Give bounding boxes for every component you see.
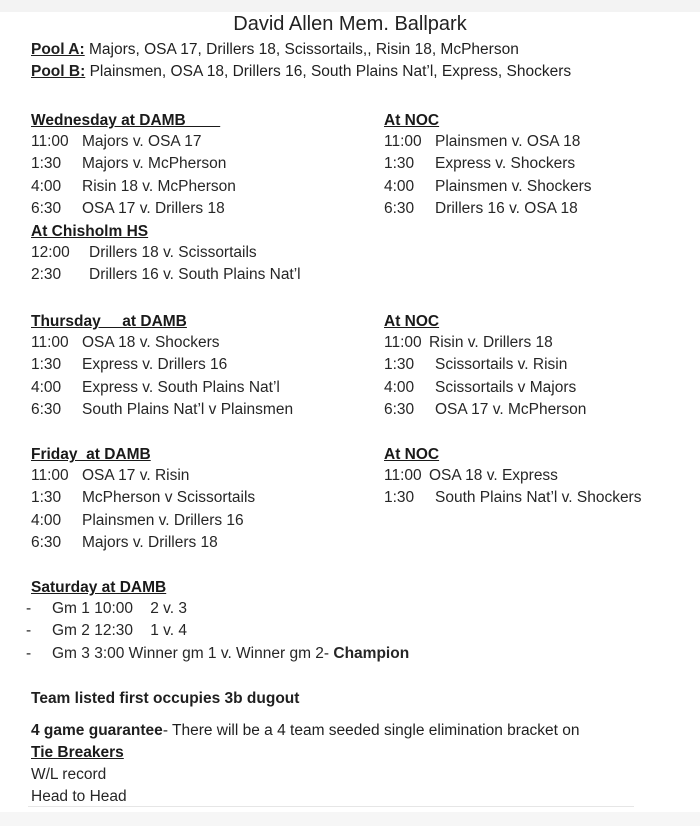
game-time: 11:00	[384, 334, 422, 351]
game-time: 6:30	[31, 400, 62, 418]
game-matchup: Plainsmen v. Drillers 16	[82, 511, 244, 529]
saturday-header: Saturday at DAMB	[31, 579, 167, 596]
game-time: 11:00	[31, 467, 69, 484]
game-time: 1:30	[31, 489, 62, 507]
pool-b-line	[31, 62, 571, 82]
game-time: 4:00	[384, 378, 415, 396]
game-row	[31, 332, 293, 354]
top-band	[0, 0, 700, 12]
wednesday-noc-header: At NOC	[384, 112, 440, 129]
wednesday-noc-games	[384, 131, 592, 220]
saturday-game-text	[28, 598, 187, 620]
game-matchup: Plainsmen v. OSA 18	[435, 133, 581, 150]
game-matchup: Majors v. McPherson	[82, 155, 227, 173]
page-title: David Allen Mem. Ballpark	[233, 13, 467, 35]
game-time: 4:00	[31, 177, 62, 195]
game-matchup: OSA 17 v. Risin	[82, 467, 190, 484]
pool-a-label: Pool A:	[31, 41, 85, 58]
game-matchup: Scissortails v Majors	[435, 378, 577, 396]
guarantee-text: - There will be a 4 team seeded single elimination bracket on	[162, 722, 580, 739]
game-matchup: OSA 18 v. Express	[429, 467, 558, 484]
game-time: 11:00	[384, 467, 422, 484]
friday-noc-header: At NOC	[384, 446, 440, 463]
game-time: 1:30	[384, 155, 415, 173]
game-row	[384, 153, 592, 175]
saturday-game-label: Gm 3 3:00 Winner gm 1 v. Winner gm 2-	[52, 644, 334, 662]
game-row	[31, 377, 293, 399]
dash-bullet	[0, 598, 28, 620]
game-matchup: Risin 18 v. McPherson	[82, 177, 236, 195]
saturday-game	[0, 643, 409, 665]
saturday-game-label: Gm 2 12:30 1 v. 4	[52, 622, 187, 640]
wednesday-chisholm-header: At Chisholm HS	[31, 223, 149, 240]
game-row	[31, 399, 293, 421]
friday-noc-games	[384, 465, 641, 510]
thursday-noc-games	[384, 332, 586, 421]
wednesday-damb-header: Wednesday at DAMB	[31, 112, 221, 129]
wednesday-chisholm-games	[31, 242, 301, 287]
game-matchup: South Plains Nat’l v. Shockers	[435, 489, 642, 507]
game-row	[31, 354, 293, 376]
game-row	[384, 332, 586, 354]
game-time: 4:00	[31, 511, 62, 529]
game-matchup: OSA 18 v. Shockers	[82, 334, 220, 351]
game-row	[31, 153, 236, 175]
dash-bullet	[0, 643, 28, 665]
guarantee-bold: 4 game guarantee	[31, 722, 163, 739]
tie-breakers-header: Tie Breakers	[31, 744, 124, 761]
game-row	[384, 198, 592, 220]
game-row	[384, 399, 586, 421]
game-matchup: Express v. Drillers 16	[82, 356, 228, 374]
bottom-band	[0, 812, 700, 826]
game-time: 12:00	[31, 244, 70, 261]
pool-b-label: Pool B:	[31, 63, 86, 80]
game-time: 4:00	[31, 378, 62, 396]
game-row	[384, 131, 592, 153]
tie-breaker-item: Head to Head	[31, 788, 127, 805]
game-time: 1:30	[384, 356, 415, 374]
game-row	[31, 510, 255, 532]
game-row	[384, 176, 592, 198]
champion-label: Champion	[333, 644, 410, 662]
game-time: 6:30	[384, 199, 415, 217]
game-row	[384, 354, 586, 376]
dash-bullet	[0, 620, 28, 642]
game-row	[384, 377, 586, 399]
dugout-note	[31, 689, 299, 709]
game-matchup: Drillers 16 v. OSA 18	[435, 199, 578, 217]
saturday-game	[0, 598, 409, 620]
game-matchup: Drillers 16 v. South Plains Nat’l	[89, 266, 301, 284]
friday-damb-games	[31, 465, 255, 554]
pool-b-teams: Plainsmen, OSA 18, Drillers 16, South Plains Nat’l, Express, Shockers	[89, 63, 572, 80]
game-matchup: Plainsmen v. Shockers	[435, 177, 592, 195]
wednesday-chisholm-block	[31, 222, 301, 287]
game-time: 11:00	[31, 133, 69, 150]
thursday-damb-header: Thursday at DAMB	[31, 313, 187, 330]
game-matchup: Majors v. Drillers 18	[82, 533, 218, 551]
thursday-noc-header: At NOC	[384, 313, 440, 330]
thursday-damb-block	[31, 312, 293, 421]
game-time: 4:00	[384, 177, 415, 195]
game-time: 6:30	[31, 533, 62, 551]
game-row	[31, 264, 301, 286]
tie-breaker-item: W/L record	[31, 766, 107, 783]
pool-a-teams: Majors, OSA 17, Drillers 18, Scissortails,, Risin 18, McPherson	[88, 41, 519, 58]
bottom-divider	[28, 806, 634, 807]
game-time: 1:30	[31, 155, 62, 173]
saturday-block	[31, 578, 409, 665]
game-row	[31, 131, 236, 153]
game-row	[31, 465, 255, 487]
game-time: 11:00	[384, 133, 422, 150]
game-row	[31, 242, 301, 264]
game-matchup: Drillers 18 v. Scissortails	[89, 244, 257, 261]
thursday-noc-block	[384, 312, 586, 421]
game-row	[384, 465, 641, 487]
game-matchup: McPherson v Scissortails	[82, 489, 256, 507]
saturday-game-label: Gm 1 10:00 2 v. 3	[52, 600, 187, 617]
game-row	[31, 176, 236, 198]
saturday-game-text	[28, 643, 409, 665]
guarantee-note	[31, 721, 580, 741]
game-matchup: South Plains Nat’l v Plainsmen	[82, 400, 294, 418]
game-matchup: Express v. South Plains Nat’l	[82, 378, 280, 396]
game-time: 11:00	[31, 334, 69, 351]
game-time: 6:30	[31, 199, 62, 217]
game-row	[31, 198, 236, 220]
game-row	[384, 487, 641, 509]
game-time: 1:30	[384, 489, 415, 507]
game-time: 2:30	[31, 266, 62, 284]
saturday-game	[0, 620, 409, 642]
game-time: 1:30	[31, 356, 62, 374]
dugout-note-text: Team listed first occupies 3b dugout	[31, 690, 300, 707]
game-row	[31, 487, 255, 509]
game-matchup: Express v. Shockers	[435, 155, 576, 173]
game-matchup: Risin v. Drillers 18	[429, 334, 553, 351]
game-matchup: OSA 17 v. Drillers 18	[82, 199, 225, 217]
game-matchup: Majors v. OSA 17	[82, 133, 202, 150]
thursday-damb-games	[31, 332, 293, 421]
game-matchup: OSA 17 v. McPherson	[435, 400, 587, 418]
game-time: 6:30	[384, 400, 415, 418]
saturday-games	[0, 598, 409, 665]
wednesday-damb-games	[31, 131, 236, 220]
wednesday-noc-block	[384, 111, 592, 220]
tie-breakers-header-wrap	[31, 743, 124, 763]
pool-a-line	[31, 40, 519, 60]
friday-noc-block	[384, 445, 641, 510]
friday-damb-block	[31, 445, 255, 554]
saturday-game-text	[28, 620, 187, 642]
friday-damb-header: Friday at DAMB	[31, 446, 151, 463]
game-matchup: Scissortails v. Risin	[435, 356, 568, 374]
game-row	[31, 532, 255, 554]
wednesday-damb-block	[31, 111, 236, 220]
